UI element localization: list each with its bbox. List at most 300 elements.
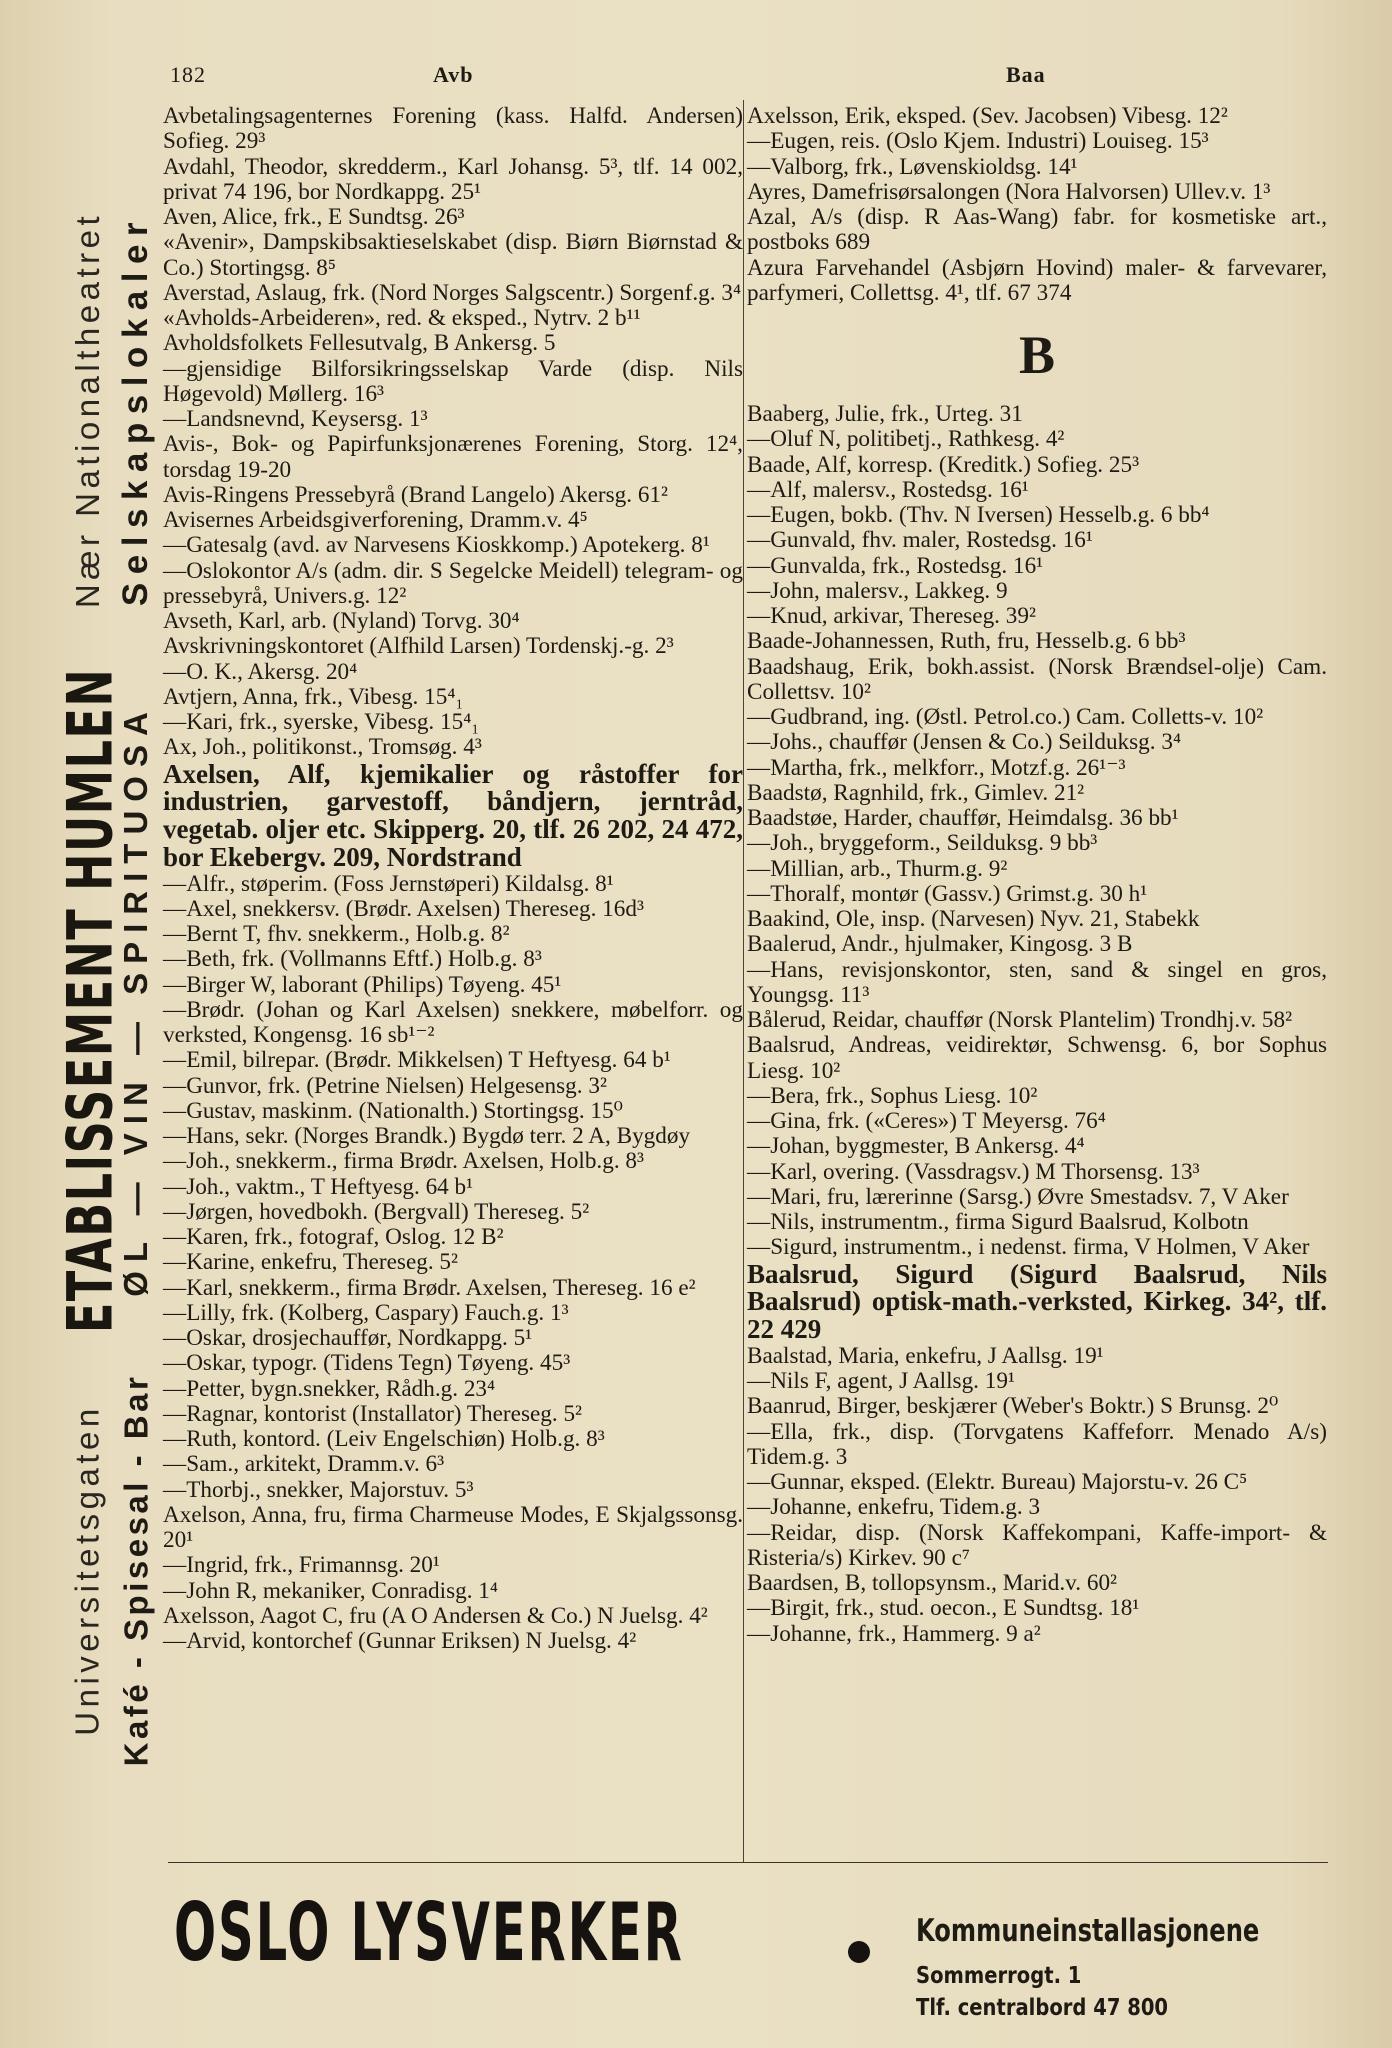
entry-name: Baalerud, Andr., (747, 931, 899, 958)
directory-entry (747, 1344, 1327, 1369)
directory-entry (163, 331, 743, 356)
entry-name: Azal, A/s (747, 204, 843, 230)
directory-entry (163, 1553, 743, 1578)
entry-details: frk., E Sundtsg. 26³ (277, 204, 465, 230)
entry-name: —Oluf N, (747, 426, 842, 453)
directory-entry (163, 1276, 743, 1301)
entry-details: frk., Rostedsg. 16¹ (866, 552, 1044, 579)
page-number: 182 (170, 62, 206, 87)
entry-name: —Emil, (163, 1047, 238, 1074)
directory-entry (747, 104, 1327, 129)
entry-details: eksped. (Elektr. Bureau) Majorstu-v. 26 C⁵ (844, 1469, 1248, 1496)
directory-entry (747, 155, 1327, 180)
entry-name: Baanrud, Birger, (747, 1393, 901, 1420)
entry-name: Avholdsfolkets (163, 330, 303, 357)
entry-name: Avskrivningskontoret (163, 633, 364, 660)
entry-name: —Hans, (747, 956, 824, 983)
entry-details: (Sigurd Baalsrud, Nils Baalsrud) optisk-math.-verksted, Kirkeg. 34², tlf. 22 429 (747, 1258, 1327, 1345)
entry-details: malersv., Rostedsg. 16¹ (806, 476, 1029, 503)
directory-entry (747, 402, 1327, 427)
entry-name: —Bernt T, (163, 921, 262, 948)
directory-entry (163, 1200, 743, 1225)
directory-entry (163, 1124, 743, 1149)
directory-entry (747, 907, 1327, 932)
entry-name: Avtjern, Anna, (163, 683, 299, 710)
entry-name: —Reidar, (747, 1519, 837, 1546)
entry-details: fru, lærerinne (Sarsg.) Øvre Smestadsv. 7, V Aker (821, 1183, 1289, 1210)
entry-details: Fellesutvalg, B Ankersg. 5 (302, 330, 556, 357)
entry-name: —Gunnar, (747, 1469, 845, 1496)
entry-name: —Thorbj., (163, 1476, 261, 1503)
entry-details: chauffør (Jensen & Co.) Seilduksg. 3⁴ (823, 729, 1182, 756)
directory-entry (163, 735, 743, 760)
entry-details: arb. (Nyland) Torvg. 30⁴ (285, 608, 520, 634)
directory-entry (747, 503, 1327, 528)
entry-name: —Gudbrand, (747, 704, 869, 730)
right-entries-bottom (747, 402, 1327, 1647)
directory-entry (747, 882, 1327, 907)
directory-entry (163, 432, 743, 483)
entry-details: enkefru, Tidem.g. 3 (851, 1494, 1041, 1521)
directory-entry (163, 1250, 743, 1275)
entry-details: reis. (Oslo Kjem. Industri) Louiseg. 15³ (835, 128, 1209, 155)
entry-name: —Gunvalda, (747, 552, 867, 579)
entry-details: bokb. (Thv. N Iversen) Hesselb.g. 6 bb⁴ (835, 502, 1210, 528)
entry-name: Axelsson, Erik, (747, 103, 891, 129)
entry-details: politibetj., Rathkesg. 4² (841, 426, 1065, 453)
directory-entry (747, 1571, 1327, 1596)
entry-details: arkivar, Thereseg. 39² (827, 603, 1036, 629)
entry-details: agent, J Aallsg. 19¹ (831, 1368, 1015, 1395)
entry-details: Bilforsikringsselskap Varde (disp. Nils Høgevold) Møllerg. 16³ (163, 355, 743, 407)
entry-details: støperim. (Foss Jernstøperi) Kildalsg. 8¹ (235, 870, 614, 897)
entry-name: —Gunvor, (163, 1072, 262, 1099)
entry-details: typogr. (Tidens Tegn) Tøyeng. 45³ (246, 1350, 571, 1377)
directory-entry (747, 730, 1327, 755)
entry-details: kontorist (Installator) Thereseg. 5² (258, 1400, 582, 1427)
entry-name: —Kari, (163, 709, 234, 735)
directory-entry (163, 947, 743, 972)
directory-entry (747, 806, 1327, 831)
entry-name: —Birger W, (163, 971, 276, 998)
entry-name: —Brødr. (163, 996, 245, 1023)
entry-name: —John R, (163, 1577, 258, 1604)
right-entries-top (747, 104, 1327, 306)
entry-details: frk., Sophus Liesg. 10² (819, 1082, 1038, 1109)
entry-name: —Karl, (747, 1158, 818, 1185)
entry-name: Ax, Joh., (163, 734, 247, 761)
entry-name: Avbetalingsagenternes (163, 103, 373, 129)
entry-details: instrumentm., firma Sigurd Baalsrud, Kolbotn (814, 1209, 1249, 1235)
entry-details: enkefru, J Aallsg. 19¹ (899, 1342, 1104, 1369)
directory-entry (163, 1579, 743, 1604)
directory-entry (163, 973, 743, 998)
directory-entry (747, 554, 1327, 579)
entry-name: —Bera, (747, 1082, 820, 1109)
directory-entry (163, 483, 743, 508)
entry-details: Dampskibsaktieselskabet (disp. Biørn Biørnstad & Co.) Stortingsg. 8⁵ (163, 229, 743, 281)
entry-details: Damefrisørsalongen (Nora Halvorsen) Ullev.v. 1³ (806, 178, 1271, 205)
entry-name: —gjensidige (163, 355, 282, 382)
ad-phone: Tlf. centralbord 47 800 (916, 1995, 1169, 2021)
entry-name: Avisernes (163, 507, 255, 533)
directory-entry (747, 1109, 1327, 1134)
entry-details: politikonst., Tromsøg. 4³ (246, 734, 482, 761)
directory-entry (747, 1008, 1327, 1033)
entry-name: —Johs., (747, 729, 824, 756)
entry-details: fru (A O Andersen & Co.) N Juelsg. 4² (343, 1602, 708, 1629)
entry-details: Keysersg. 1³ (305, 406, 428, 432)
entry-details: kontorchef (Gunnar Eriksen) N Juelsg. 4² (246, 1628, 637, 1655)
entry-name: Avdahl, Theodor, (163, 153, 329, 180)
entry-details: frk., stud. oecon., E Sundtsg. 18¹ (829, 1595, 1140, 1622)
directory-entry (747, 1185, 1327, 1210)
entry-details: Arbeidsgiverforening, Dramm.v. 4⁵ (254, 507, 588, 533)
directory-entry (163, 1074, 743, 1099)
column-divider (743, 100, 744, 1862)
entry-name: —Joh., (163, 1148, 230, 1175)
entry-details: hovedbokh. (Bergvall) Thereseg. 5² (253, 1198, 590, 1225)
directory-entry (747, 1033, 1327, 1084)
entry-name: Avseth, Karl, (163, 608, 286, 634)
directory-entry (163, 559, 743, 610)
entry-details: kjemikalier og råstoffer for industrien, garvestoff, båndjern, jerntråd, vegetab. oljer etc. Skipperg. 20, tlf. 26 202, 24 472, bor Ekebergv. 209, Nordstrand (163, 758, 743, 872)
directory-entry (747, 1495, 1327, 1520)
entry-details: frk., Hammerg. 9 a² (851, 1620, 1041, 1647)
entry-details: veidirektør, Schwensg. 6, bor Sophus Liesg. 10² (747, 1032, 1327, 1084)
entry-name: —Valborg, (747, 153, 849, 180)
entry-details: Forening (kass. Halfd. Andersen) Sofieg. 29³ (163, 103, 743, 155)
directory-entry (747, 453, 1327, 478)
sidebar-ad-venues: Selskapslokaler (116, 213, 155, 607)
entry-details: beskjærer (Weber's Boktr.) S Brunsg. 2⁰ (900, 1393, 1279, 1420)
directory-entry (163, 1452, 743, 1477)
entry-name: —Birgit, (747, 1595, 830, 1622)
directory-entry (163, 609, 743, 634)
entry-name: —Eugen, (747, 502, 836, 528)
directory-entry (747, 781, 1327, 806)
sidebar-ad-services: Kafé - Spisesal - Bar (117, 1373, 154, 1767)
entry-name: Averstad, Aslaug, (163, 279, 327, 306)
entry-details: chauffør, Heimdalsg. 36 bb¹ (912, 805, 1179, 831)
directory-entry (747, 579, 1327, 604)
directory-entry (747, 1258, 1327, 1345)
directory-entry (747, 1084, 1327, 1109)
entry-details: Ruth, fru, Hesselb.g. 6 bb³ (934, 628, 1186, 655)
entry-name: Axelson, Anna, (163, 1501, 308, 1528)
directory-entry (163, 508, 743, 533)
entry-name: —Sam., (163, 1451, 240, 1478)
entry-name: —Johan, (747, 1133, 831, 1160)
entry-name: —O. K., (163, 658, 243, 685)
directory-entry (747, 756, 1327, 781)
entry-name: Axelsson, Aagot C, (163, 1602, 344, 1629)
sidebar-ad-drinks: ØL — VIN — SPIRITUOSA (117, 703, 155, 1297)
directory-entry (163, 1478, 743, 1503)
entry-name: —Jørgen, (163, 1198, 254, 1225)
entry-details: frk. (Kolberg, Caspary) Fauch.g. 1³ (235, 1299, 569, 1326)
directory-entry (747, 478, 1327, 503)
sidebar-ad-location: Nær Nationaltheatret (69, 211, 107, 609)
entry-details: bilrepar. (Brødr. Mikkelsen) T Heftyesg. 64 b¹ (237, 1047, 671, 1074)
entry-details: eksped. (Sev. Jacobsen) Vibesg. 12² (890, 103, 1228, 129)
directory-entry (163, 710, 743, 735)
entry-details: red. & eksped., Nytrv. 2 b¹¹ (380, 305, 641, 331)
entry-name: —Joh., (747, 830, 814, 857)
entry-details: Akersg. 20⁴ (242, 658, 358, 685)
entry-details: snekkerm., firma Brødr. Axelsen, Thereseg. 16 e² (233, 1274, 696, 1301)
directory-entry (747, 932, 1327, 957)
directory-entry (163, 1301, 743, 1326)
directory-entry (163, 104, 743, 155)
entry-details: byggmester, B Ankersg. 4⁴ (830, 1133, 1085, 1160)
directory-entry (163, 533, 743, 558)
entry-details: montør (Gassv.) Grimst.g. 30 h¹ (845, 880, 1148, 907)
entry-details: frk., syerske, Vibesg. 15⁴₁ (233, 709, 480, 735)
directory-entry (163, 897, 743, 922)
entry-name: Axelsen, Alf, (163, 758, 331, 789)
entry-details: laborant (Philips) Tøyeng. 45¹ (275, 971, 562, 998)
entry-details: fru, firma Charmeuse Modes, E Skjalgssonsg. 20¹ (163, 1501, 743, 1554)
directory-entry (747, 256, 1327, 307)
directory-entry (747, 180, 1327, 205)
directory-entry (163, 660, 743, 685)
entry-details: arb., Thurm.g. 9² (844, 855, 1008, 882)
ad-address: Sommerrogt. 1 (916, 1963, 1082, 1989)
left-guide-word: Avb (433, 62, 474, 87)
entry-details: mekaniker, Conradisg. 1⁴ (257, 1577, 498, 1604)
directory-entry (747, 1596, 1327, 1621)
entry-name: —Lilly, (163, 1299, 236, 1326)
entry-details: malersv., Lakkeg. 9 (819, 577, 1008, 604)
directory-entry (163, 357, 743, 408)
entry-details: maskinm. (Nationalth.) Stortingsg. 15⁰ (256, 1097, 623, 1124)
entry-name: —Joh., (163, 1173, 230, 1200)
entry-name: —Gatesalg (163, 532, 268, 559)
directory-entry (747, 1470, 1327, 1495)
entry-name: —Beth, (163, 946, 236, 973)
entry-name: Baade-Johannessen, (747, 628, 935, 655)
entry-name: —Knud, (747, 603, 828, 629)
entry-name: Baalsrud, Sigurd (747, 1258, 974, 1289)
directory-entry (747, 427, 1327, 452)
directory-entry (747, 655, 1327, 706)
directory-entry (163, 1149, 743, 1174)
entry-details: instrumentm., i nedenst. firma, V Holmen, V Aker (837, 1234, 1310, 1261)
directory-entry (163, 1604, 743, 1629)
advertisement-footer (168, 1862, 1328, 2023)
entry-name: —Thoralf, (747, 880, 846, 907)
entry-name: —Ingrid, (163, 1552, 249, 1579)
directory-entry (163, 1427, 743, 1452)
directory-entry (163, 407, 743, 432)
entry-details: skredderm., Karl Johansg. 5³, tlf. 14 002, privat 74 196, bor Nordkappg. 25¹ (163, 153, 744, 205)
right-guide-word: Baa (1006, 62, 1046, 87)
entry-name: Baaberg, Julie, (747, 401, 886, 427)
directory-entry (163, 281, 743, 306)
entry-name: —Ruth, (163, 1426, 238, 1453)
entry-name: Avis-, Bok- og (163, 431, 315, 458)
directory-entry (747, 604, 1327, 629)
entry-name: —Johanne, (747, 1620, 852, 1647)
entry-name: —Arvid, (163, 1628, 247, 1655)
entry-details: korresp. (Kreditk.) Sofieg. 25³ (851, 451, 1140, 478)
directory-entry (747, 528, 1327, 553)
entry-details: frk., Vibesg. 15⁴₁ (298, 683, 464, 710)
entry-name: —Hans, (163, 1123, 240, 1150)
entry-details: frk., Urteg. 31 (885, 401, 1023, 427)
entry-name: —Gustav, (163, 1097, 257, 1124)
entry-details: frk. (Petrine Nielsen) Helgesensg. 3² (261, 1072, 607, 1099)
entry-details: frk. (Vollmanns Eftf.) Holb.g. 8³ (235, 946, 542, 973)
directory-entry (747, 1134, 1327, 1159)
directory-entry (163, 998, 743, 1049)
entry-name: —Martha, (747, 754, 843, 781)
entry-details: frk., Frimannsg. 20¹ (248, 1552, 440, 1579)
ad-right-title: Kommuneinstallasjonene (916, 1913, 1260, 1949)
entry-name: —Gina, (747, 1108, 822, 1134)
entry-details: bryggeform., Seilduksg. 9 bb³ (814, 830, 1098, 857)
entry-name: —Nils, (747, 1209, 815, 1235)
sidebar-ad-establishment: ETABLISSEMENT HUMLEN (53, 667, 127, 1333)
entry-name: Baalstad, Maria, (747, 1342, 900, 1369)
right-column (747, 104, 1327, 1647)
entry-details: insp. (Narvesen) Nyv. 21, Stabekk (875, 906, 1200, 932)
entry-details: (Asbjørn Hovind) maler- & farvevarer, parfymeri, Collettsg. 4¹, tlf. 67 374 (747, 254, 1328, 306)
entry-details: frk. («Ceres») T Meyersg. 76⁴ (821, 1108, 1106, 1134)
entry-details: (avd. av Narvesens Kioskkomp.) Apotekerg. 8¹ (267, 532, 710, 559)
directory-entry (747, 831, 1327, 856)
directory-entry (747, 129, 1327, 154)
entry-details: (adm. dir. S Segelcke Meidell) telegram- og pressebyrå, Univers.g. 12² (163, 557, 743, 609)
entry-details: vaktm., T Heftyesg. 64 b¹ (230, 1173, 474, 1200)
directory-entry (747, 705, 1327, 730)
entry-details: tollopsynsm., Marid.v. 60² (866, 1570, 1117, 1597)
entry-name: —Ella, (747, 1418, 814, 1445)
directory-entry (747, 1394, 1327, 1419)
entry-name: Baalsrud, Andreas, (747, 1032, 932, 1059)
entry-details: Papirfunksjonærenes Forening, Storg. 12⁴, torsdag 19-20 (163, 431, 743, 483)
entry-details: drosjechauffør, Nordkappg. 5¹ (246, 1325, 533, 1352)
entry-details: Pressebyrå (Brand Langelo) Akersg. 61² (288, 481, 668, 508)
entry-details: bokh.assist. (Norsk Brændsel-olje) Cam. Collettsv. 10² (747, 653, 1327, 705)
directory-entry (747, 857, 1327, 882)
entry-details: (disp. R Aas-Wang) fabr. for kosmetiske art., postboks 689 (747, 204, 1327, 256)
entry-name: —Karen, (163, 1224, 249, 1251)
entry-name: —Alfr., (163, 870, 236, 897)
entry-details: disp. (Norsk Kaffekompani, Kaffe-import- & Risteria/s) Kirkev. 90 c⁷ (747, 1519, 1327, 1571)
directory-entry (163, 1377, 743, 1402)
entry-name: Baakind, Ole, (747, 906, 876, 932)
directory-entry (747, 629, 1327, 654)
directory-entry (747, 1420, 1327, 1471)
directory-entry (747, 1622, 1327, 1647)
entry-name: —Johanne, (747, 1494, 852, 1521)
entry-name: —Karl, (163, 1274, 234, 1301)
entry-details: sekr. (Norges Brandk.) Bygdø terr. 2 A, Bygdøy (239, 1123, 691, 1150)
entry-details: fhv. maler, Rostedsg. 16¹ (855, 527, 1093, 554)
entry-name: —Eugen, (747, 128, 836, 155)
entry-name: —Landsnevnd, (163, 406, 306, 432)
entry-details: chauffør (Norsk Plantelim) Trondhj.v. 58² (898, 1007, 1293, 1033)
directory-entry (163, 1503, 743, 1554)
entry-name: «Avenir», (163, 229, 255, 256)
entry-details: arkitekt, Dramm.v. 6³ (239, 1451, 445, 1478)
directory-entry (163, 205, 743, 230)
directory-entry (163, 872, 743, 897)
entry-details: snekkersv. (Brødr. Axelsen) Thereseg. 16d³ (237, 895, 644, 922)
entry-name: Baadstø, Ragnhild, (747, 779, 925, 806)
left-column (163, 104, 743, 1654)
directory-entry (163, 1351, 743, 1376)
directory-entry (163, 1402, 743, 1427)
directory-entry (747, 1235, 1327, 1260)
directory-entry (747, 1160, 1327, 1185)
directory-entry (163, 922, 743, 947)
directory-entry (163, 1175, 743, 1200)
entry-details: snekker, Majorstuv. 5³ (260, 1476, 474, 1503)
entry-details: frk., melkforr., Motzf.g. 26¹⁻³ (842, 754, 1126, 781)
entry-name: —Millian, (747, 855, 845, 882)
entry-name: —Axel, (163, 895, 238, 922)
entry-details: frk., Løvenskioldsg. 14¹ (848, 153, 1078, 180)
directory-entry (747, 205, 1327, 256)
entry-name: —Petter, (163, 1375, 246, 1402)
entry-name: —Mari, (747, 1183, 822, 1210)
directory-entry (163, 155, 743, 206)
directory-entry (163, 685, 743, 710)
entry-name: —Oskar, (163, 1350, 247, 1377)
entry-name: Azura Farvehandel (747, 254, 931, 281)
entry-name: —Oskar, (163, 1325, 247, 1352)
entry-name: «Avholds-Arbeideren», (163, 305, 381, 331)
entry-name: Bålerud, Reidar, (747, 1007, 899, 1033)
entry-name: Aven, Alice, (163, 204, 278, 230)
directory-entry (163, 230, 743, 281)
entry-details: (Alfhild Larsen) Tordenskj.-g. 2³ (363, 633, 674, 660)
directory-entry (747, 1210, 1327, 1235)
entry-name: Ayres, (747, 178, 807, 205)
entry-name: Avis-Ringens (163, 481, 289, 508)
sidebar-ad-street: Universitetsgaten (69, 1404, 106, 1736)
entry-name: Baade, Alf, (747, 451, 852, 478)
directory-entry (163, 306, 743, 331)
entry-name: —Karine, (163, 1249, 256, 1276)
entry-details: enkefru, Thereseg. 5² (255, 1249, 458, 1276)
entry-details: fhv. snekkerm., Holb.g. 8² (261, 921, 510, 948)
directory-entry (747, 1369, 1327, 1394)
directory-entry (163, 634, 743, 659)
directory-entry (163, 1225, 743, 1250)
bullet-dot-icon (848, 1941, 870, 1963)
directory-entry (163, 1048, 743, 1073)
directory-entry (747, 1521, 1327, 1572)
entry-name: —Gunvald, (747, 527, 856, 554)
entry-name: —Nils F, (747, 1368, 832, 1395)
directory-entry (163, 1326, 743, 1351)
entry-details: snekkerm., firma Brødr. Axelsen, Holb.g. 8³ (230, 1148, 644, 1175)
entry-name: Baadstøe, Harder, (747, 805, 913, 831)
entry-details: frk., Gimlev. 21² (924, 779, 1085, 806)
entry-details: frk., fotograf, Oslog. 12 B² (248, 1224, 504, 1251)
section-letter: B (1018, 325, 1056, 385)
entry-name: —Alf, (747, 476, 807, 503)
directory-entry (163, 1099, 743, 1124)
entry-details: kontord. (Leiv Engelschiøn) Holb.g. 8³ (237, 1426, 605, 1453)
directory-entry (163, 1629, 743, 1654)
entry-name: Baadshaug, Erik, (747, 653, 914, 680)
entry-details: bygn.snekker, Rådh.g. 23⁴ (245, 1375, 496, 1402)
